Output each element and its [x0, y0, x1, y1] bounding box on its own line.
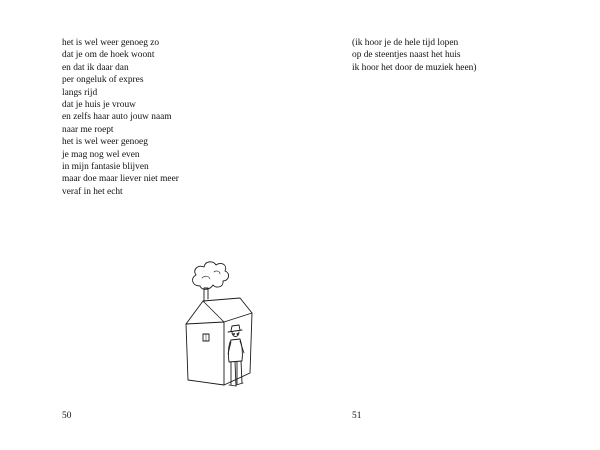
poem-line: ik hoor het door de muziek heen) — [352, 62, 477, 73]
poem-line: per ongeluk of expres — [62, 75, 144, 86]
poem-left — [62, 37, 179, 198]
house-illustration — [176, 258, 276, 400]
man-hat — [228, 325, 242, 332]
chimney — [204, 288, 208, 302]
poem-line: op de steentjes naast het huis — [352, 50, 461, 61]
poem-line: veraf in het echt — [62, 186, 123, 197]
poem-right — [352, 37, 476, 74]
poem-line: het is wel weer genoeg — [62, 137, 148, 148]
poem-line: langs rijd — [62, 87, 98, 98]
man-legs — [231, 361, 242, 386]
poem-line: in mijn fantasie blijven — [62, 162, 149, 173]
poem-line: het is wel weer genoeg zo — [62, 38, 160, 48]
poem-line: en zelfs haar auto jouw naam — [62, 112, 172, 123]
page-number: 51 — [352, 411, 362, 421]
house-wall-front — [186, 322, 224, 385]
poem-line: dat je huis je vrouw — [62, 100, 136, 111]
smoke-cloud — [193, 262, 229, 289]
poem-line: en dat ik daar dan — [62, 62, 129, 73]
poem-line: je mag nog wel even — [62, 149, 140, 160]
page-number: 50 — [62, 411, 72, 421]
poem-line: dat je om de hoek woont — [62, 50, 155, 61]
roof — [186, 298, 252, 324]
poem-line: maar doe maar liever niet meer — [62, 174, 179, 185]
poem-line: (ik hoor je de hele tijd lopen — [352, 38, 459, 48]
poem-line: naar me roept — [62, 124, 114, 135]
right-page — [300, 0, 600, 450]
